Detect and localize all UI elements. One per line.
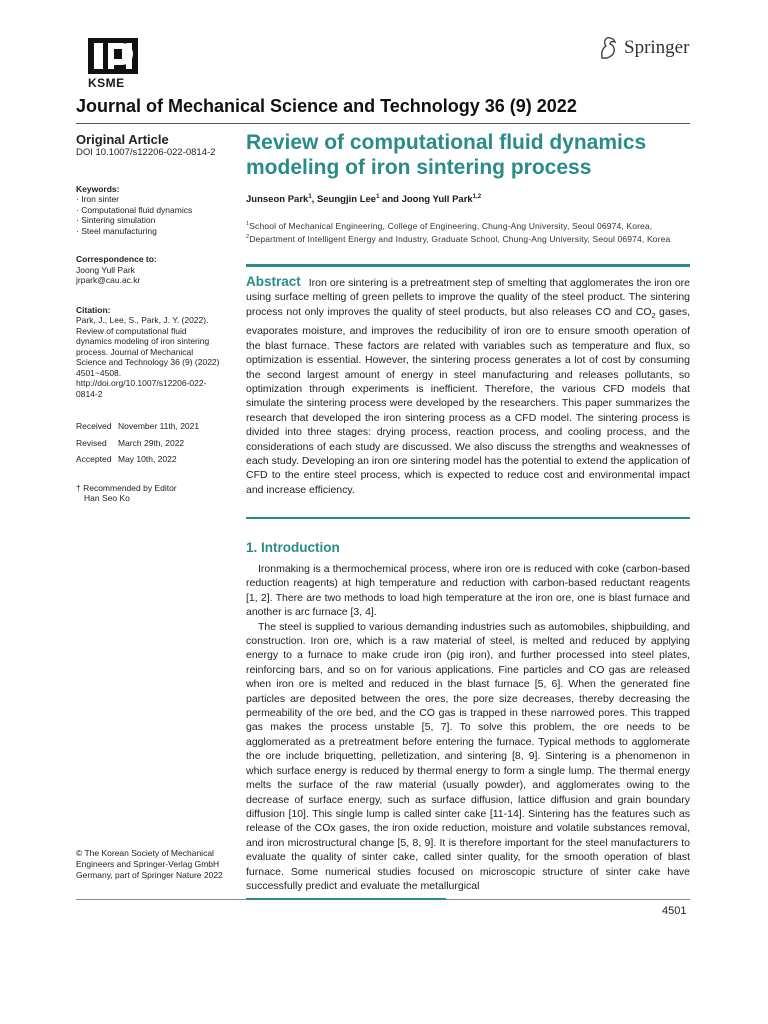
affiliations	[246, 219, 690, 246]
citation-text: Park, J., Lee, S., Park, J. Y. (2022). Review of computational fluid dynamics modeling of iron sintering process. Journal of Mechanical Science and Technology 36 (9) (2022) 4501~4508. http://doi.org/10.1007/s12206-022-0814-2	[76, 315, 220, 399]
abstract-heading: Abstract	[246, 274, 301, 289]
article-type: Original Article	[76, 132, 169, 147]
author-affil-ref: 1	[376, 194, 380, 200]
affiliation-marker: 2	[246, 234, 250, 241]
keywords-list	[76, 194, 226, 236]
article-title: Review of computational fluid dynamics modeling of iron sintering process	[246, 131, 647, 179]
keyword: · Iron sinter	[76, 194, 226, 205]
author-separator: ,	[311, 194, 317, 206]
header-divider	[76, 123, 690, 124]
author-name: Joong Yull Park	[401, 194, 473, 206]
affiliation-marker: 1	[246, 221, 250, 227]
affiliation-text: School of Mechanical Engineering, College of Engineering, Chung-Ang University, Seoul 06974, Korea,	[249, 220, 653, 231]
date-value: November 11th, 2021	[118, 421, 200, 431]
journal-title: Journal of Mechanical Science and Technology 36 (9) 2022	[76, 96, 577, 116]
springer-horse-icon	[598, 36, 618, 60]
abstract-bottom-rule	[246, 517, 690, 519]
society-abbreviation: KSME	[88, 76, 125, 90]
body-paragraph: Ironmaking is a thermochemical process, where iron ore is reduced with coke (carbon-based reduction reagents) at high temperature and reduction with carbon-based reductant reagents [1, 2]. There are two methods to load high temperature at the iron ore, one is blast furnace and another is arc furnace [3, 4].	[246, 563, 690, 619]
affiliation	[246, 232, 690, 245]
recommendation	[76, 483, 226, 504]
keyword: · Sintering simulation	[76, 215, 226, 226]
abstract	[246, 275, 690, 497]
article-dates	[76, 421, 226, 465]
recommended-line: † Recommended by Editor	[76, 482, 177, 493]
author-affil-ref: 1	[308, 194, 312, 200]
publisher-logo	[598, 36, 689, 60]
affiliation	[246, 219, 690, 232]
abstract-top-rule	[246, 264, 690, 267]
section-body	[246, 562, 690, 893]
date-value: May 10th, 2022	[118, 454, 177, 464]
date-label: Accepted	[76, 454, 112, 464]
abstract-text: Iron ore sintering is a pretreatment step of smelting that agglomerates the iron ore using surface melting of green pellets to improve the quality of the steel product. The sintering process not only improves the quality of steel products, but also releases CO and CO	[246, 277, 690, 318]
recommended-editor: Han Seo Ko	[84, 493, 130, 503]
affiliation-text: Department of Intelligent Energy and Industry, Graduate School, Chung-Ang University, Seoul 06974, Korea	[249, 234, 671, 245]
footer-accent-rule	[246, 898, 446, 900]
keyword: · Steel manufacturing	[76, 226, 226, 237]
correspondence-email[interactable]: jrpark@cau.ac.kr	[76, 275, 141, 285]
author-name: Seungjin Lee	[316, 194, 377, 206]
keyword: · Computational fluid dynamics	[76, 205, 226, 216]
page-number: 4501	[662, 905, 687, 917]
date-label: Received	[76, 421, 112, 431]
author-affil-ref: 1,2	[472, 194, 482, 200]
abstract-subscript: 2	[651, 312, 656, 320]
copyright-notice: © The Korean Society of Mechanical Engineers and Springer-Verlag GmbH Germany, part of Springer Nature 2022	[76, 848, 223, 880]
abstract-text: gases, evaporates moisture, and improves the reducibility of iron ore to ensure smooth operation of the blast furnace. These factors are related with variables such as temperature and flux, so optimization is essential. However, the sintering process generates a lot of cost by consuming the second largest amount of energy in steel manufacturing and releases pollutants, so optimization through experiments is inefficient. Therefore, the various CFD models that simulate the sintering process were developed by the researchers. This paper summarizes the research that developed the iron sintering process as a CFD model. The sintering process is divided into three stages: drying process, reaction process, and cooling process, and the considerations of each study are discussed. We also discuss the strengths and weaknesses of each study. Developing an iron ore sintering model has the potential to extend the application of CFD to the entire steel process, which is expected to reduce cost and environmental impact and increase efficiency.	[246, 305, 691, 496]
article-sidebar	[76, 132, 226, 504]
correspondence-heading: Correspondence to:	[76, 254, 157, 264]
author-name: Junseon Park	[246, 194, 309, 206]
doi: DOI 10.1007/s12206-022-0814-2	[76, 147, 216, 158]
publisher-name: Springer	[624, 37, 690, 58]
author-list	[246, 194, 481, 205]
date-label: Revised	[76, 437, 107, 448]
author-separator: and	[379, 194, 402, 206]
body-paragraph: The steel is supplied to various demanding industries such as automobiles, shipbuilding, and construction. Iron ore, which is a raw material of steel, is melted and reduced by applying energy to a furnace to make crude iron (pig iron), and further processed into steel plates, reinforcing bars, and so on for various applications. Fine particles and CO gas are released when iron ore is melted and reduced in the blast furnace [5, 6]. When the generated fine particles are deposited between the ores, the pore size decreases, thereby decreasing the permeability of the ore bed, and the CO gas is trapped in these narrowed pores. This trapped gas makes the process unstable [5, 7]. To solve this problem, the ore needs to be agglomerated as a pretreatment before entering the furnace. Typical methods to agglomerate the ore include briquetting, pelletization, and sintering [8, 9]. Sintering is a phenomenon in which surface energy is reduced by thermal energy to form a single lump. The thermal energy melts the surface of the raw material (usually powder), and agglomerates owing to the decrease of surface energy, such as surface diffusion, lattice diffusion and grain boundary diffusion [10]. This single lump is called sinter cake [11-14]. Sintering has the features such as release of the COx gases, the iron oxide reduction, moisture and volatile substances removal, and iron microstructural change [5, 8, 9]. It is therefore important for the steel manufacturers to evaluate the quality of sinter cake, called sinter quality, for the smooth operation of blast furnace. Some numerical studies focused on microscopic structure of sinter cake have successfully predict and evaluate the metallurgical	[246, 620, 690, 892]
date-value: March 29th, 2022	[118, 437, 185, 448]
keywords-heading: Keywords:	[76, 183, 120, 194]
section-heading: 1. Introduction	[246, 540, 340, 555]
correspondence-name: Joong Yull Park	[76, 264, 135, 275]
citation-heading: Citation:	[76, 304, 111, 315]
